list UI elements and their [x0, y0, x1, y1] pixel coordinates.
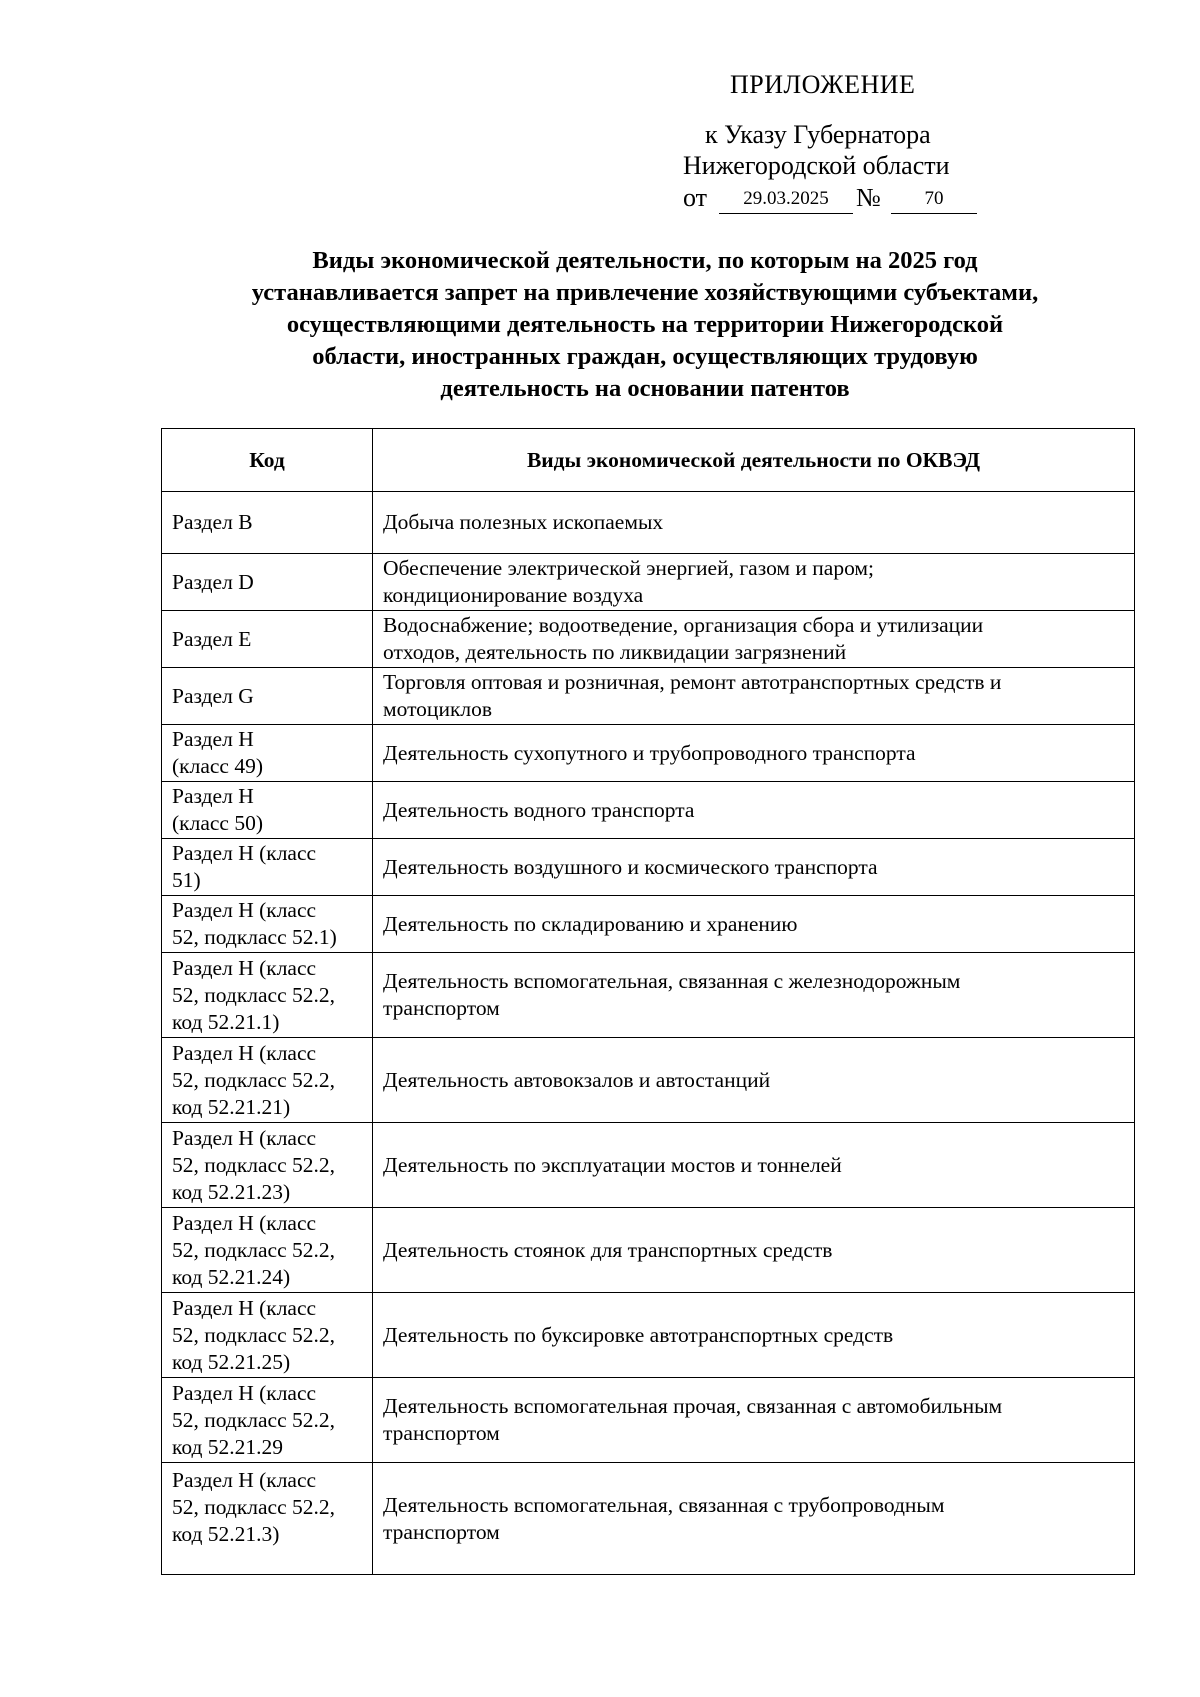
- row-code: Раздел Н (класс 52, подкласс 52.2, код 52.21.29: [162, 1378, 373, 1463]
- row-code: Раздел Н (класс 52, подкласс 52.2, код 52.21.24): [162, 1208, 373, 1293]
- column-header-code: Код: [162, 429, 373, 492]
- annex-region-line: Нижегородской области: [683, 151, 950, 180]
- table-row: [162, 1123, 1135, 1208]
- row-code: Раздел В: [162, 492, 373, 554]
- decree-number: 70: [891, 188, 977, 214]
- document-title-line: области, иностранных граждан, осуществляющих трудовую: [312, 343, 978, 370]
- table-row: [162, 668, 1135, 725]
- row-activity: Деятельность вспомогательная, связанная с железнодорожным транспортом: [373, 953, 1135, 1038]
- row-activity: Обеспечение электрической энергией, газом и паром; кондиционирование воздуха: [373, 554, 1135, 611]
- table-row: [162, 896, 1135, 953]
- row-activity: Деятельность стоянок для транспортных средств: [373, 1208, 1135, 1293]
- row-code: Раздел Н (класс 52, подкласс 52.1): [162, 896, 373, 953]
- table-row: [162, 782, 1135, 839]
- row-activity: Деятельность автовокзалов и автостанций: [373, 1038, 1135, 1123]
- table-row: [162, 1208, 1135, 1293]
- row-activity: Деятельность по буксировке автотранспортных средств: [373, 1293, 1135, 1378]
- table-row: [162, 1463, 1135, 1575]
- row-activity: Деятельность по эксплуатации мостов и тоннелей: [373, 1123, 1135, 1208]
- table-row: [162, 725, 1135, 782]
- row-code: Раздел Н (класс 50): [162, 782, 373, 839]
- table-row: [162, 953, 1135, 1038]
- okved-table: [161, 428, 1135, 1575]
- row-code: Раздел Е: [162, 611, 373, 668]
- row-activity: Торговля оптовая и розничная, ремонт автотранспортных средств и мотоциклов: [373, 668, 1135, 725]
- row-activity: Деятельность водного транспорта: [373, 782, 1135, 839]
- document-title-line: осуществляющими деятельность на территории Нижегородской: [286, 311, 1004, 338]
- table-row: [162, 1378, 1135, 1463]
- row-code: Раздел Н (класс 49): [162, 725, 373, 782]
- table-row: [162, 1293, 1135, 1378]
- number-sign: №: [856, 183, 881, 212]
- row-code: Раздел Н (класс 51): [162, 839, 373, 896]
- row-activity: Деятельность по складированию и хранению: [373, 896, 1135, 953]
- document-title-line: Виды экономической деятельности, по которым на 2025 год: [312, 247, 978, 274]
- row-activity: Деятельность вспомогательная прочая, связанная с автомобильным транспортом: [373, 1378, 1135, 1463]
- date-prefix: от: [683, 183, 708, 212]
- row-code: Раздел Н (класс 52, подкласс 52.2, код 52.21.23): [162, 1123, 373, 1208]
- row-code: Раздел D: [162, 554, 373, 611]
- table-row: [162, 492, 1135, 554]
- table-row: [162, 554, 1135, 611]
- column-header-activity: Виды экономической деятельности по ОКВЭД: [373, 429, 1135, 492]
- document-title-line: деятельность на основании патентов: [440, 375, 850, 402]
- annex-title: ПРИЛОЖЕНИЕ: [730, 70, 916, 99]
- table-header-row: [162, 429, 1135, 492]
- table-row: [162, 611, 1135, 668]
- row-code: Раздел Н (класс 52, подкласс 52.2, код 52.21.3): [162, 1463, 373, 1575]
- row-code: Раздел G: [162, 668, 373, 725]
- row-code: Раздел Н (класс 52, подкласс 52.2, код 52.21.21): [162, 1038, 373, 1123]
- row-code: Раздел Н (класс 52, подкласс 52.2, код 52.21.1): [162, 953, 373, 1038]
- row-activity: Деятельность воздушного и космического транспорта: [373, 839, 1135, 896]
- document-title: [160, 245, 1130, 405]
- decree-date: 29.03.2025: [719, 188, 853, 214]
- row-activity: Водоснабжение; водоотведение, организация сбора и утилизации отходов, деятельность по ликвидации загрязнений: [373, 611, 1135, 668]
- row-code: Раздел Н (класс 52, подкласс 52.2, код 52.21.25): [162, 1293, 373, 1378]
- document-title-line: устанавливается запрет на привлечение хозяйствующими субъектами,: [251, 279, 1039, 306]
- row-activity: Добыча полезных ископаемых: [373, 492, 1135, 554]
- table-row: [162, 1038, 1135, 1123]
- row-activity: Деятельность вспомогательная, связанная с трубопроводным транспортом: [373, 1463, 1135, 1575]
- annex-decree-line: к Указу Губернатора: [705, 120, 931, 149]
- table-row: [162, 839, 1135, 896]
- annex-block: [0, 0, 1200, 220]
- row-activity: Деятельность сухопутного и трубопроводного транспорта: [373, 725, 1135, 782]
